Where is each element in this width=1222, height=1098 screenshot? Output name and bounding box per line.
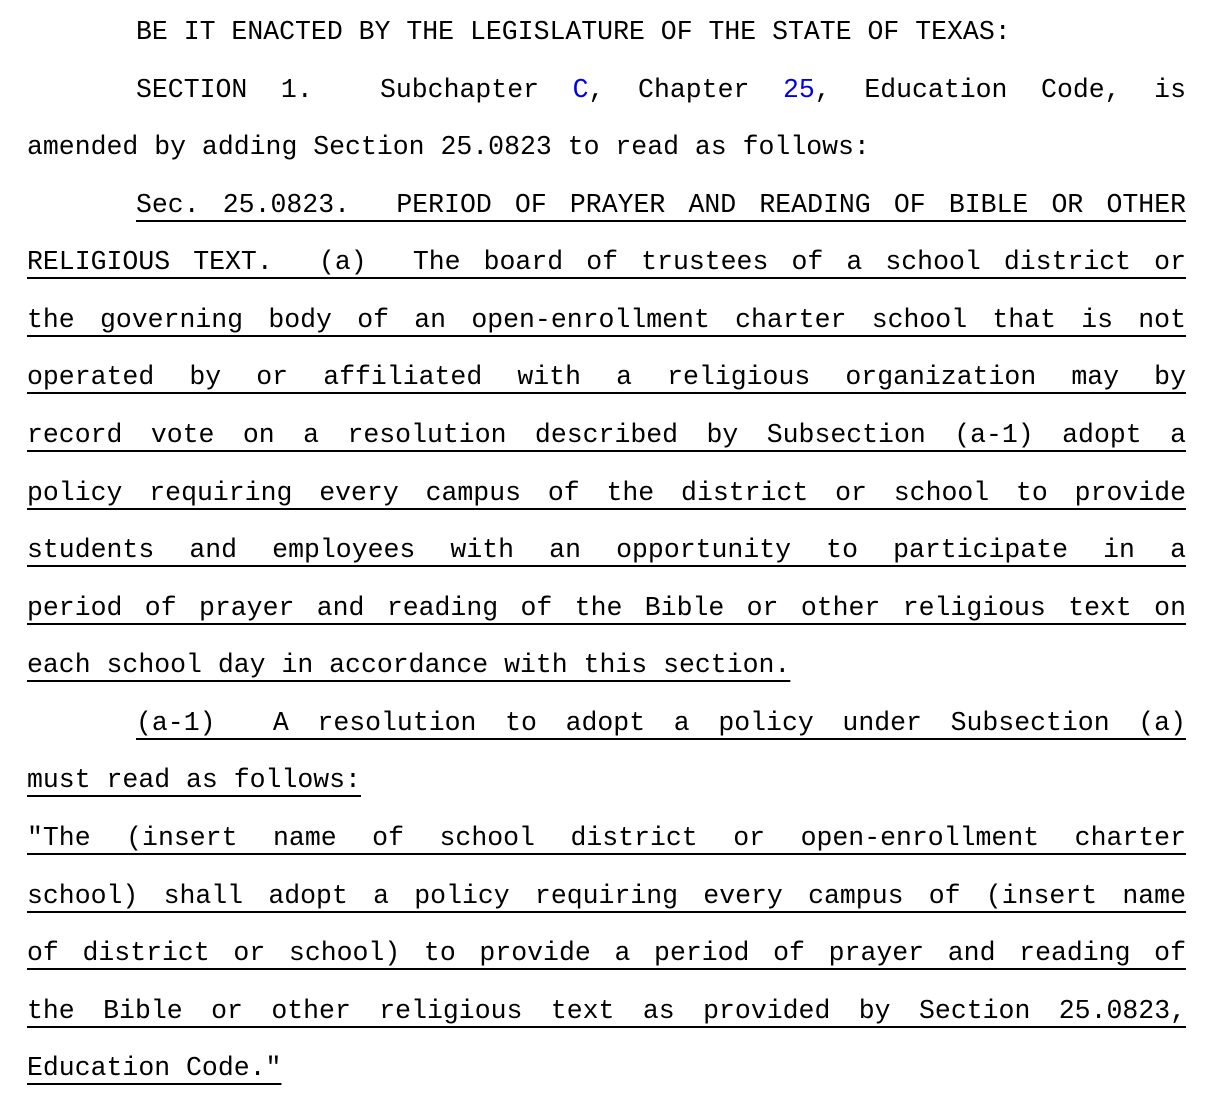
- amendment-line: the Bible or other religious text as provided by Section 25.0823,: [27, 996, 1186, 1026]
- amendment-line: period of prayer and reading of the Bible or other religious text on: [27, 593, 1186, 623]
- subchapter-link[interactable]: C: [572, 75, 589, 105]
- amendment-line: students and employees with an opportunity to participate in a: [27, 535, 1186, 565]
- amendment-line: record vote on a resolution described by Subsection (a-1) adopt a: [27, 420, 1186, 450]
- amendment-line: RELIGIOUS TEXT. (a) The board of trustees of a school district or: [27, 247, 1186, 277]
- amendment-line: of district or school) to provide a period of prayer and reading of: [27, 938, 1186, 968]
- amendment-line: Education Code.": [27, 1053, 282, 1083]
- amendment-line: operated by or affiliated with a religious organization may by: [27, 362, 1186, 392]
- amendment-line: policy requiring every campus of the district or school to provide: [27, 478, 1186, 508]
- amendment-line: must read as follows:: [27, 765, 361, 795]
- section-1-heading: SECTION 1. Subchapter C, Chapter 25, Education Code, is: [136, 75, 1186, 105]
- amendment-line: each school day in accordance with this section.: [27, 650, 791, 680]
- amendment-line: the governing body of an open-enrollment charter school that is not: [27, 305, 1186, 335]
- section-1-line-2: amended by adding Section 25.0823 to read as follows:: [27, 132, 870, 162]
- chapter-link[interactable]: 25: [782, 75, 815, 105]
- amendment-line: school) shall adopt a policy requiring every campus of (insert name: [27, 881, 1186, 911]
- amendment-line: "The (insert name of school district or open-enrollment charter: [27, 823, 1186, 853]
- amendment-line: Sec. 25.0823. PERIOD OF PRAYER AND READING OF BIBLE OR OTHER: [136, 190, 1186, 220]
- amendment-line: (a-1) A resolution to adopt a policy under Subsection (a): [136, 708, 1186, 738]
- enacting-clause: BE IT ENACTED BY THE LEGISLATURE OF THE STATE OF TEXAS:: [136, 17, 1011, 47]
